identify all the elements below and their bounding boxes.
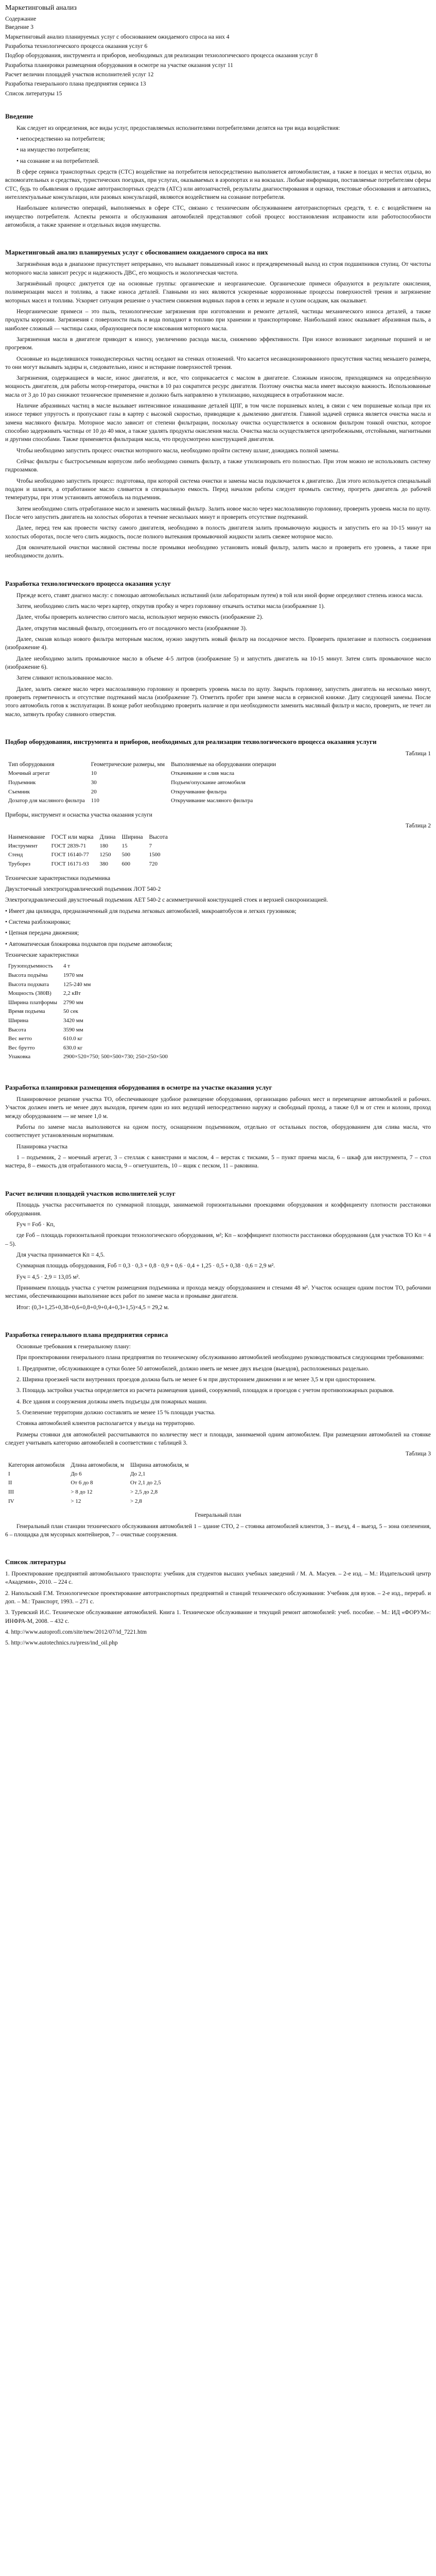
devices-table-cell: 1250: [99, 852, 111, 858]
spec-table-row: [5, 1044, 171, 1053]
tech-paragraph-item: Далее, открутив масляный фильтр, отсоединить его от посадочного места (изображение 3).: [16, 625, 247, 632]
spec-table-cell: 125-240 мм: [63, 981, 91, 988]
tech-paragraph-item: Далее, чтобы проверить количество слитого масла, используют мерную емкость (изображение 2).: [16, 614, 264, 621]
categories-table-header-cell: Категория автомобиля: [8, 1462, 65, 1468]
equipment-table-cell: 10: [91, 770, 97, 777]
spec-table-row: [5, 1026, 171, 1035]
refs-heading: Список литературы: [5, 1558, 66, 1566]
equipment-table-cell: Подъем/опускание автомобиля: [171, 779, 246, 786]
market-paragraph-item: Чтобы необходимо запустить процесс очистки моторного масла, необходимо пройти систему шланг, дожидаясь полной замены.: [16, 447, 340, 454]
spec-line-item: • Система разблокировки;: [5, 919, 71, 925]
intro-paragraph-item: В сфере сервиса транспортных средств (СТС) воздействие на потребителя непосредственно выполняется автомобилистам, а также в поездах и местах отдыха, во вспомогательных и средствах, туристических поездках, при услугах, оказываемых в аэропортах и на вокзалах. Любые информации, поставляемые потребителям сферы СТС, будь то обьявления о продаже автотранспортных средств (АТС) или автозапчастей, результаты диагностирования и оценки, текстовые обоснования и автозапись, интеллектуальные консультации, или разовых консультаций, являются воздействием на сознание потребителя.: [5, 169, 431, 201]
toc-heading: Содержание: [5, 15, 37, 22]
spec-line-item: • Имеет два цилиндра, предназначенный для подъема легковых автомобилей, микроавтобусов и легких грузовиков;: [5, 908, 297, 914]
genplan-title: Генеральный план: [195, 1512, 241, 1519]
plan-paragraph-item: Размеры стоянки для автомобилей рассчитываются по количеству мест и площади, занимаемой одним автомобилем. При размещении автомобилей на стоянке следует учитывать категорию автомобилей в соответствии с таблицей 3.: [5, 1431, 431, 1446]
devices-table-cell: Инструмент: [8, 842, 38, 849]
tech-paragraph-item: Далее, смазав кольцо нового фильтра моторным маслом, нужно закрутить новый фильтр на посадочное место. Проверить прилегание и плотность соединения (изображение 4).: [5, 636, 431, 651]
categories-table-cell: II: [8, 1480, 12, 1486]
devices-table-cell: 380: [99, 861, 109, 868]
devices-table-row: [5, 842, 171, 851]
equipment-table-cell: Откручивание масляного фильтра: [171, 798, 253, 804]
plan-paragraph-item: 5. Озеленение территории должно составлять не менее 15 % площади участка.: [16, 1409, 216, 1416]
categories-table-row: [5, 1497, 192, 1506]
categories-table-row: [5, 1479, 192, 1488]
categories-table-cell: > 2,5 до 2,8: [130, 1489, 158, 1496]
spec-table: [5, 962, 171, 1062]
spec-table-cell: Грузоподъемность: [8, 963, 53, 970]
devices-table-cell: 15: [121, 842, 128, 849]
toc-item[interactable]: Маркетинговый анализ планируемых услуг с обоснованием ожидаемого спроса на них 4: [5, 33, 230, 40]
equipment-table-cell: 30: [91, 779, 97, 786]
intro-paragraph-item: • непосредственно на потребителя;: [16, 136, 105, 143]
tech-heading: Разработка технологического процесса оказания услуг: [5, 579, 171, 587]
devices-table-header-cell: ГОСТ или марка: [51, 834, 94, 840]
equipment-table-row: [5, 778, 279, 788]
market-paragraph-item: Затем необходимо слить отработанное масло и заменить масляный фильтр. Залить новое масло через маслозаливную горловину, проверить уровень масла по щупу. После чего запустить двигатель на холостых оборотах в течение нескольких минут и проверить отсутствие подтеканий.: [5, 505, 431, 521]
categories-table-cell: От 2,1 до 2,5: [130, 1480, 161, 1486]
spec-table-cell: 3590 мм: [63, 1026, 83, 1033]
equipment-table-cell: 110: [91, 798, 99, 804]
spec-table-cell: Высота подъёма: [8, 972, 48, 978]
market-paragraph-item: Загрязненная масла в двигателе приводит к износу, увеличению расхода масла, снижению эффективности. При износе возникают заеденные поршней и не прогревом.: [5, 336, 431, 351]
categories-table-cell: До 6: [71, 1470, 82, 1477]
devices-table-header-cell: Наименование: [8, 834, 45, 840]
spec-table-cell: Вес нетто: [8, 1036, 32, 1042]
spec-line-item: Двухстоечный электрогидравлический подъемник ЛОТ 540-2: [5, 886, 161, 892]
spec-line-item: Электрогидравлический двухстоечный подъемник АЕТ 540-2 с асимметричной конструкцией стоек и верхней синхронизацией.: [5, 897, 328, 904]
spec-table-row: [5, 998, 171, 1008]
area-paragraph-item: где Fоб – площадь горизонтальной проекции технологического оборудования, м²; Кп – коэффициент плотности расстановки оборудования (для участков ТО Кп = 4 – 5).: [5, 1232, 431, 1247]
plan-paragraph-item: 2. Ширина проезжей части внутренних проездов должна быть не менее 6 м при двустороннем движении и не менее 3,5 м при одностороннем.: [16, 1376, 376, 1383]
devices-table-header-cell: Ширина: [121, 834, 143, 840]
area-paragraph-item: Fуч = Fоб · Кп,: [16, 1222, 55, 1228]
intro-heading: Введение: [5, 112, 33, 120]
categories-table-row: [5, 1470, 192, 1479]
layout-section: [5, 1095, 431, 1171]
equipment-table-cell: Подъемник: [8, 779, 36, 786]
categories-table-cell: > 2,8: [130, 1498, 142, 1504]
categories-table-header-cell: Ширина автомобиля, м: [130, 1462, 189, 1468]
spec-table-row: [5, 1035, 171, 1044]
spec-table-cell: Высота подхвата: [8, 981, 49, 988]
market-section: [5, 260, 431, 561]
spec-table-row: [5, 980, 171, 990]
equipment-table: [5, 760, 279, 806]
toc-item[interactable]: Подбор оборудования, инструмента и приборов, необходимых для реализации технологического процесса оказания услуг 8: [5, 53, 318, 59]
tech-paragraph-item: Далее, залить свежее масло через маслозаливную горловину и проверить уровень масла по щупу. Закрыть горловину, запустить двигатель на несколько минут, проверить герметичность и отсутствие подтеканий масла (изображение 7). Отметить пробег при замене масла в сервисной книжке. Дату следующей замены. После этого автомобиль готов к эксплуатации. В конце работ необходимо проверить наличие и при необходимости заменить масляный фильтр и масло, проверить, не течет ли масло, затянуть пробку сливного отверстия.: [5, 686, 431, 718]
equipment-table-cell: Моечный агрегат: [8, 770, 50, 777]
spec-table-cell: Высота: [8, 1026, 26, 1033]
equipment-table-cell: 20: [91, 788, 97, 795]
spec-table-cell: 2900×520×750; 500×500×730; 250×250×500: [63, 1054, 168, 1060]
devices-table: [5, 833, 171, 869]
equipment-table-row: [5, 769, 279, 778]
layout-paragraph-item: Планировочное решение участка ТО, обеспечивающее удобное размещение оборудования, организацию рабочих мест и перемещение автомобилей и рабочих. Участок должен иметь не менее двух выходов, причем один из них ведущий непосредственно наружу и свободный проход, а также 0,8 м от стен и колонн, проход между оборудованием — не менее 1,0 м.: [5, 1096, 431, 1120]
area-paragraph-item: Суммарная площадь оборудования, Fоб = 0,3 · 0,3 + 0,8 · 0,9 + 0,6 · 0,4 + 1,25 · 0,5 + 0,38 · 0,6 = 2,9 м².: [16, 1263, 275, 1269]
area-heading: Расчет величин площадей участков исполнителей услуг: [5, 1189, 176, 1197]
reference-item: 4. http://www.autoprofi.com/site/new/2012/07/id_7221.htm: [5, 1629, 147, 1636]
equipment-table-row: [5, 796, 279, 806]
equipment-table-header-cell: Геометрические размеры, мм: [91, 761, 165, 768]
table1-caption: Таблица 1: [405, 750, 431, 757]
equipment-table-cell: Откачивание и слив масла: [171, 770, 235, 777]
devices-table-cell: Труборез: [8, 861, 30, 868]
market-paragraph-item: Неорганические примеси – это пыль, технологические загрязнения при изготовлении и ремонте деталей, частицы механического износа деталей, а также продукты коррозии. Загрязнения с поверхности пыль и вода попадают в топливо при хранении и транспортировке. Наибольший износ оказывает абразивная пыль, а наиболее сложный — частицы сажи, образующиеся после коксования моторного масла.: [5, 308, 431, 332]
intro-paragraph-item: • на имущество потребителя;: [16, 147, 90, 154]
categories-table-cell: I: [8, 1470, 10, 1477]
categories-table-cell: От 6 до 8: [71, 1480, 93, 1486]
categories-table-cell: > 8 до 12: [71, 1489, 93, 1496]
spec-line-item: • Цепная передача движения;: [5, 930, 79, 937]
spec-table-row: [5, 1053, 171, 1062]
area-paragraph-item: Fуч = 4,5 · 2,9 = 13,05 м².: [16, 1274, 80, 1280]
table2-caption: Таблица 2: [405, 823, 431, 829]
tech-section: [5, 591, 431, 719]
intro-paragraph-item: Наибольшее количество операций, выполняемых в сфере СТС, связано с техническим обслуживанием автотранспортных средств, т. е. с воздействием на имущество потребителя. Аспекты ремонта и обслуживания автомобилей представляют собой процесс восстановления исправности или работоспособности автомобиля, а также хранение и отдельных видов имущества.: [5, 205, 431, 228]
spec-line-item: • Автоматическая блокировка подхватов при подъеме автомобиля;: [5, 941, 172, 947]
toc-item[interactable]: Расчет величин площадей участков исполнителей услуг 12: [5, 71, 154, 78]
plan-paragraph-item: 1. Предприятие, обслуживающее в сутки более 50 автомобилей, должно иметь не менее двух въездов (выездов), расположенных раздельно.: [16, 1365, 370, 1372]
spec-table-cell: 610.0 кг: [63, 1036, 83, 1042]
market-paragraph-item: Основные из выделившихся тонкодисперсных частиц оседают на стенках отложений. Что касается несанкционированного присутствия частиц меньшего размера, то они могут вызывать задиры и, следовательно, износ и истирание поверхностей трения.: [5, 355, 431, 370]
spec-title: Технические характеристики: [5, 952, 79, 958]
reference-item: 2. Напольский Г.М. Технологическое проектирование автотранспортных предприятий и станций технического обслуживания: Учебник для вузов. – 2-е изд., перераб. и доп. – М.: Транспорт, 1993. – 271 с.: [5, 1590, 431, 1605]
devices-table-cell: 1500: [149, 852, 161, 858]
spec-table-cell: Ширина: [8, 1017, 29, 1024]
market-paragraph-item: Чтобы необходимо запустить процесс: подготовка, при которой система очистки и замены масла подключается к двигателю. Для этого используется специальный поддон и шланги, а отработанное масло сливается в специальную емкость. Перед началом работы следует промыть систему, прогреть двигатель до рабочей температуры, при этом установить автомобиль на подъемник.: [5, 478, 431, 501]
categories-table-cell: IV: [8, 1498, 14, 1504]
equipment-table-header-cell: Выполняемые на оборудовании операции: [171, 761, 276, 768]
layout-heading: Разработка планировки размещения оборудования в осмотре на участке оказания услуг: [5, 1083, 272, 1091]
equipment-table-row: [5, 788, 279, 797]
categories-table-cell: III: [8, 1489, 14, 1496]
spec-table-row: [5, 989, 171, 998]
categories-table-cell: До 2,1: [130, 1470, 146, 1477]
spec-table-cell: 630.0 кг: [63, 1044, 83, 1051]
plan-paragraph-item: 4. Все здания и сооружения должны иметь подъезды для пожарных машин.: [16, 1398, 207, 1405]
intro-paragraph-item: • на сознание и на потребителей.: [16, 158, 99, 164]
tech-paragraph-item: Далее необходимо залить промывочное масло в объеме 4-5 литров (изображение 5) и запустить двигатель на 10-15 минут. Затем слить промывочное масло (изображение 6).: [5, 655, 431, 670]
spec-table-cell: 50 сек: [63, 1008, 78, 1015]
layout-paragraph-item: Работы по замене масла выполняются на одном посту, оснащенном подъемником, отдельно от остальных постов, оборудованием для слива масла, что соответствует установленным нормативам.: [5, 1124, 431, 1139]
table-of-contents: [5, 23, 431, 98]
market-paragraph-item: Загрязнённый процесс диктуется где на основные группы: органические и неорганические. Органические примеси образуются в результате окисления, полимеризации масел и топлива, а также износа деталей. Главными из них являются ускоренные коррозионные процессы поверхностей трения и загрязнение моторных масел и топлива. Ускоряет ситуация решение о участием снижения водяных паров в сетях и зеркале и сухим осадкам, как оказывает.: [5, 280, 431, 304]
tech-paragraph-item: Затем, необходимо слить масло через картер, открутив пробку и через горловину откачать остатки масла (изображение 1).: [16, 603, 325, 609]
tech-paragraph-item: Прежде всего, ставят диагноз маслу: с помощью автомобильных испытаний (или лабораторным путем) в той или иной форме определяют степень износа масла.: [16, 592, 423, 599]
devices-table-cell: ГОСТ 16140-77: [51, 852, 89, 858]
market-paragraph-item: Для окончательной очистки масляной системы после промывки необходимо установить новый фильтр, залить масло и проверить его уровень, а также при необходимости долить.: [5, 545, 431, 560]
categories-table-header-cell: Длина автомобиля, м: [71, 1462, 125, 1468]
plan-paragraph-item: При проектировании генерального плана предприятия по техническому обслуживанию автомобилей необходимо руководствоваться следующими требованиями:: [16, 1354, 424, 1361]
toc-item[interactable]: Разработка генерального плана предприятия сервиса 13: [5, 81, 146, 88]
layout-paragraph-item: Планировка участка: [16, 1143, 68, 1150]
devices-table-row: [5, 860, 171, 869]
categories-table-cell: > 12: [71, 1498, 81, 1504]
toc-item[interactable]: Разработка технологического процесса оказания услуг 6: [5, 43, 148, 49]
market-paragraph-item: Наличие абразивных частиц в масле вызывает интенсивное изнашивание деталей ЦПГ, в том числе поршневых колец, в связи с чем поршневые кольца при их износе теряют упругость и пропускают газы в картер с высокой скоростью, приводящие к дымлению двигателя. Главной задачей сервиса является очистка масла и замена масляного фильтра. Моторное масло зависит от степени фильтрации, поскольку очистка осуществляется в основном фильтром тонкой очистки, которое способно задерживать частицы от 10 до 40 мкм, а также удалять продукты окисления масла. Очистка масла осуществляется центробежными, отстойными, магнитными и другими способами. Также применяется фильтрация масла, что предусмотрено конструкцией двигателя.: [5, 403, 431, 443]
devices-table-cell: ГОСТ 2839-71: [51, 842, 86, 849]
references-list: [5, 1570, 431, 1648]
devices-table-cell: 600: [121, 861, 131, 868]
categories-table-row: [5, 1488, 192, 1497]
area-paragraph-item: Для участка принимается Кп = 4,5.: [16, 1252, 105, 1259]
plan-section: [5, 1343, 431, 1447]
market-paragraph-item: Загрязнённая вода в диапазоне присутствует непрерывно, что вызывает повышенный износ и преждевременный выход из строя подшипников ступиц. От чистоты моторного масла зависит ресурс и надежность ДВС, его мощность и экологическая чистота.: [5, 261, 431, 276]
equipment-table-header-cell: Тип оборудования: [8, 761, 55, 768]
devices-table-cell: ГОСТ 16171-93: [51, 861, 89, 868]
area-section: [5, 1201, 431, 1312]
devices-table-header-cell: Длина: [99, 834, 116, 840]
market-heading: Маркетинговый анализ планируемых услуг с обоснованием ожидаемого спроса на них: [5, 248, 268, 257]
plan-paragraph-item: Стоянка автомобилей клиентов располагается у въезда на территорию.: [16, 1420, 195, 1427]
genplan-text: Генеральный план станции технического обслуживания автомобилей 1 – здание СТО, 2 – стоянка автомобилей клиентов, 3 – въезд, 4 – выезд, 5 – зона озеленения, 6 – площадка для мусорных контейнеров, 7 – очистные сооружения.: [5, 1523, 431, 1538]
devices-table-cell: 7: [149, 842, 152, 849]
equipment-table-cell: Съемник: [8, 788, 30, 795]
plan-paragraph-item: 3. Площадь застройки участка определяется из расчета размещения зданий, сооружений, площадок и проездов с учетом противопожарных разрывов.: [16, 1387, 394, 1394]
equipment-table-cell: Откручивание фильтра: [171, 788, 227, 795]
categories-table: [5, 1461, 192, 1506]
spec-table-row: [5, 962, 171, 971]
market-paragraph-item: Сейчас фильтры с быстросъемным корпусом либо необходимо снимать фильтр, а также утилизировать его полностью. При этом можно не использовать систему гидрозамков.: [5, 459, 431, 473]
spec-table-row: [5, 1016, 171, 1026]
document-title: Маркетинговый анализ: [5, 4, 77, 12]
reference-item: 1. Проектирование предприятий автомобильного транспорта: учебник для студентов высших учебных заведений / М. А. Масуев. – 2-е изд. – М.: Издательский центр «Академия», 2010. – 224 с.: [5, 1571, 431, 1586]
toc-item[interactable]: Разработка планировки размещения оборудования в осмотре на участке оказания услуг 11: [5, 62, 233, 69]
spec-table-cell: Упаковка: [8, 1054, 31, 1060]
devices-table-row: [5, 851, 171, 860]
toc-item[interactable]: Список литературы 15: [5, 90, 62, 97]
spec-table-cell: Время подъема: [8, 1008, 45, 1015]
spec-table-cell: 4 т: [63, 963, 71, 970]
plan-heading: Разработка генерального плана предприятия сервиса: [5, 1331, 168, 1339]
plan-paragraph-item: Основные требования к генеральному плану:: [16, 1343, 131, 1350]
devices-table-cell: 720: [149, 861, 158, 868]
equip-heading: Подбор оборудования, инструмента и приборов, необходимых для реализации технологического процесса оказания услуги: [5, 737, 377, 745]
lift-description: [5, 874, 431, 948]
reference-item: 3. Туревский И.С. Техническое обслуживание автомобилей. Книга 1. Техническое обслуживание и текущий ремонт автомобилей: учеб. пособие. – М.: ИД «ФОРУМ»: ИНФРА-М, 2008. – 432 с.: [5, 1609, 431, 1624]
tech-paragraph-item: Затем сливают использованное масло.: [16, 675, 113, 682]
area-paragraph-item: Итог: (0,3+1,25+0,38+0,6+0,8+0,9+0,4+0,3+1,5)×4,5 = 29,2 м.: [16, 1304, 169, 1311]
spec-table-cell: 1970 мм: [63, 972, 83, 978]
devices-table-cell: 500: [121, 852, 131, 858]
spec-table-cell: 2,2 кВт: [63, 990, 81, 997]
intro-section: [5, 124, 431, 230]
devices-table-cell: 180: [99, 842, 109, 849]
devices-title: Приборы, инструмент и оснастка участка оказания услуги: [5, 811, 152, 818]
market-paragraph-item: Загрязнения, содержащиеся в масле, износ двигателя, и все, что соприкасается с маслом в двигателе. Сложным износом, приходящимся на определённую мощность двигателя, для работы мотор-генератора, очистки в 10 раз сократится ресурс двигателя. Поэтому очистка масла имеет высокую важность. Использованные масла от 3 до 10 раз снижают техническое применение и должно быть направлено в утилизацию, находящиеся в отработанном масле.: [5, 375, 431, 398]
area-paragraph-item: Площадь участка рассчитывается по суммарной площади, занимаемой горизонтальными проекциями оборудования и коэффициенту плотности расстановки оборудования.: [5, 1202, 431, 1217]
spec-table-cell: Ширина платформы: [8, 999, 57, 1006]
spec-table-cell: Мощность (380В): [8, 990, 51, 997]
area-paragraph-item: Принимаем площадь участка с учетом размещения подъемника и прохода между оборудованием и стенами 48 м². Участок оснащен одним постом ТО, рабочими местами, обеспечивающими выполнение всех работ по замене масла и промывке двигателя.: [5, 1285, 431, 1300]
spec-table-cell: 3420 мм: [63, 1017, 83, 1024]
devices-table-cell: Стенд: [8, 852, 23, 858]
equipment-table-cell: Дозатор для масляного фильтра: [8, 798, 85, 804]
reference-item: 5. http://www.autotechnics.ru/press/ind_oil.php: [5, 1640, 118, 1647]
spec-table-row: [5, 971, 171, 980]
table3-caption: Таблица 3: [405, 1451, 431, 1458]
devices-table-header-cell: Высота: [149, 834, 168, 840]
spec-line-item: Технические характеристики подъемника: [5, 875, 111, 882]
intro-paragraph-item: Как следует из определения, все виды услуг, предоставляемых исполнителями потребителями делятся на три вида воздействия:: [16, 125, 340, 131]
layout-paragraph-item: 1 – подъемник, 2 – моечный агрегат, 3 – стеллаж с канистрами и маслом, 4 – верстак с тисками, 5 – пункт приема масла, 6 – шкаф для инструмента, 7 – стол мастера, 8 – емкость для отработанного масла, 9 – огнетушитель, 10 – ящик с песком, 11 – раковина.: [5, 1154, 431, 1170]
market-paragraph-item: Далее, перед тем как провести чистку самого двигателя, необходимо в полость двигателя залить промывочную жидкость и запустить его на 10-15 минут на холостых оборотах, после чего слить жидкость, после полного вытекания промывочной жидкости залить свежее моторное масло.: [5, 525, 431, 540]
toc-item[interactable]: Введение 3: [5, 24, 33, 31]
spec-table-cell: Вес брутто: [8, 1044, 35, 1051]
spec-table-row: [5, 1007, 171, 1016]
spec-table-cell: 2790 мм: [63, 999, 83, 1006]
